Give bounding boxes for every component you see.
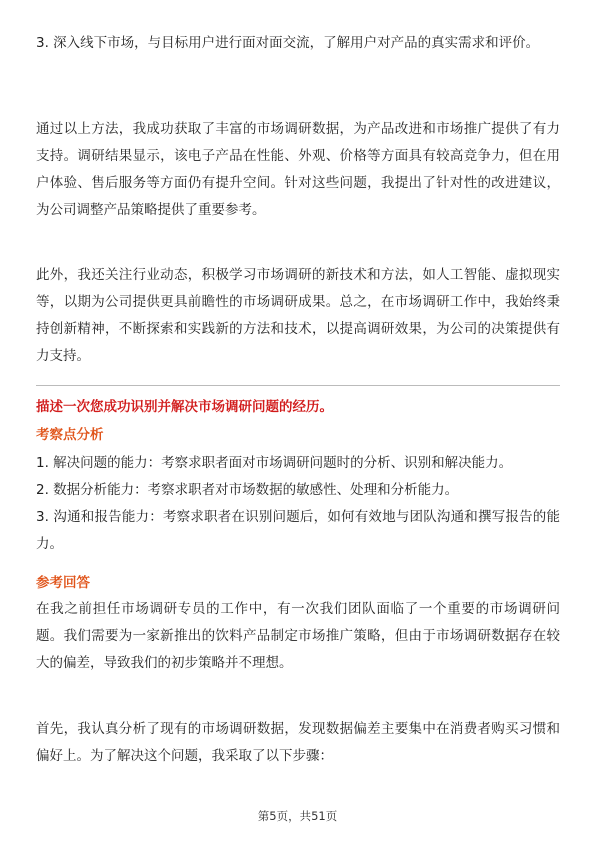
section-divider [36, 385, 560, 386]
answer-paragraph-2: 首先，我认真分析了现有的市场调研数据，发现数据偏差主要集中在消费者购买习惯和偏好上。为了解决这个问题，我采取了以下步骤： [36, 721, 560, 764]
answer-paragraph-1: 在我之前担任市场调研专员的工作中，有一次我们团队面临了一个重要的市场调研问题。我们需要为一家新推出的饮料产品制定市场推广策略，但由于市场调研数据存在较大的偏差，导致我们的初步策略并不理想。 [36, 601, 560, 671]
intro-extra-paragraph: 此外，我还关注行业动态，积极学习市场调研的新技术和方法，如人工智能、虚拟现实等，以期为公司提供更具前瞻性的市场调研成果。总之，在市场调研工作中，我始终秉持创新精神，不断探索和实践新的方法和技术，以提高调研效果，为公司的决策提供有力支持。 [36, 267, 560, 364]
analysis-item: 3. 沟通和报告能力：考察求职者在识别问题后，如何有效地与团队沟通和撰写报告的能力。 [36, 509, 560, 552]
analysis-heading: 考察点分析 [36, 427, 104, 443]
analysis-item: 1. 解决问题的能力：考察求职者面对市场调研问题时的分析、识别和解决能力。 [36, 455, 513, 471]
page-footer: 第5页，共51页 [257, 809, 338, 823]
intro-result-paragraph: 通过以上方法，我成功获取了丰富的市场调研数据，为产品改进和市场推广提供了有力支持。调研结果显示，该电子产品在性能、外观、价格等方面具有较高竞争力，但在用户体验、售后服务等方面仍有提升空间。针对这些问题，我提出了针对性的改进建议，为公司调整产品策略提供了重要参考。 [36, 121, 560, 218]
question-title: 描述一次您成功识别并解决市场调研问题的经历。 [36, 399, 333, 415]
intro-item-3: 3. 深入线下市场，与目标用户进行面对面交流，了解用户对产品的真实需求和评价。 [36, 35, 540, 51]
analysis-item: 2. 数据分析能力：考察求职者对市场数据的敏感性、处理和分析能力。 [36, 482, 459, 498]
answer-heading: 参考回答 [36, 575, 90, 591]
analysis-list [36, 450, 560, 558]
